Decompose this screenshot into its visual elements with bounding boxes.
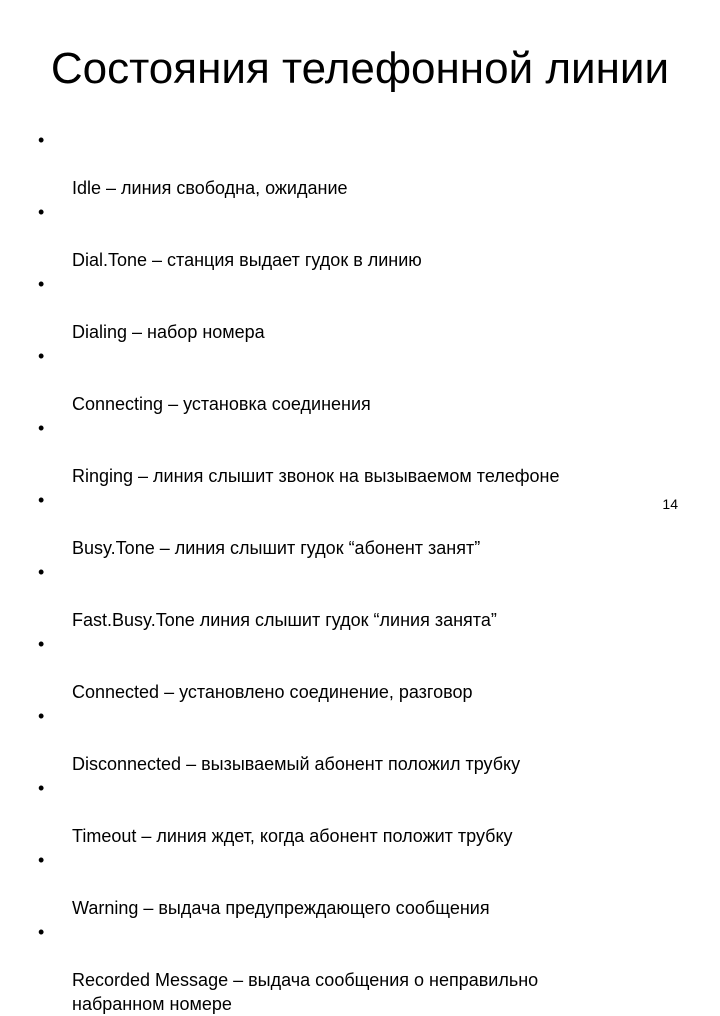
page-number: 14 [662,496,678,512]
bullet-icon: • [38,418,45,438]
bullet-icon: • [38,562,45,582]
bullet-text: Dialing – набор номера [72,322,265,342]
bullet-icon: • [38,778,45,798]
bullet-item-connecting [38,344,698,416]
bullet-icon: • [38,202,45,222]
bullet-text: Busy.Tone – линия слышит гудок “абонент занят” [72,538,481,558]
bullet-icon: • [38,706,45,726]
bullet-text: Timeout – линия ждет, когда абонент положит трубку [72,826,513,846]
bullet-icon: • [38,346,45,366]
bullet-icon: • [38,634,45,654]
bullet-icon: • [38,490,45,510]
bullet-item-warning [38,848,698,920]
bullet-text: Ringing – линия слышит звонок на вызываемом телефоне [72,466,560,486]
bullet-item-dial-tone [38,200,698,272]
bullet-item-disconnected [38,704,698,776]
bullet-item-busy-tone [38,488,698,560]
bullet-icon: • [38,850,45,870]
bullet-icon: • [38,274,45,294]
bullet-text: Idle – линия свободна, ожидание [72,178,348,198]
bullet-list [38,128,698,1016]
slide-title: Состояния телефонной линии [50,44,670,93]
bullet-item-recorded-message [38,920,698,1016]
bullet-text: Connected – установлено соединение, разговор [72,682,473,702]
bullet-item-timeout [38,776,698,848]
bullet-text: Warning – выдача предупреждающего сообщения [72,898,490,918]
bullet-text: Connecting – установка соединения [72,394,371,414]
bullet-text: Disconnected – вызываемый абонент положил трубку [72,754,521,774]
bullet-item-ringing [38,416,698,488]
bullet-text: Dial.Tone – станция выдает гудок в линию [72,250,422,270]
bullet-item-fast-busy-tone [38,560,698,632]
bullet-icon: • [38,922,45,942]
bullet-text: Fast.Busy.Tone линия слышит гудок “линия занята” [72,610,497,630]
bullet-item-idle [38,128,698,200]
bullet-icon: • [38,130,45,150]
bullet-item-connected [38,632,698,704]
bullet-text: Recorded Message – выдача сообщения о неправильно набранном номере [72,970,539,1014]
bullet-item-dialing [38,272,698,344]
